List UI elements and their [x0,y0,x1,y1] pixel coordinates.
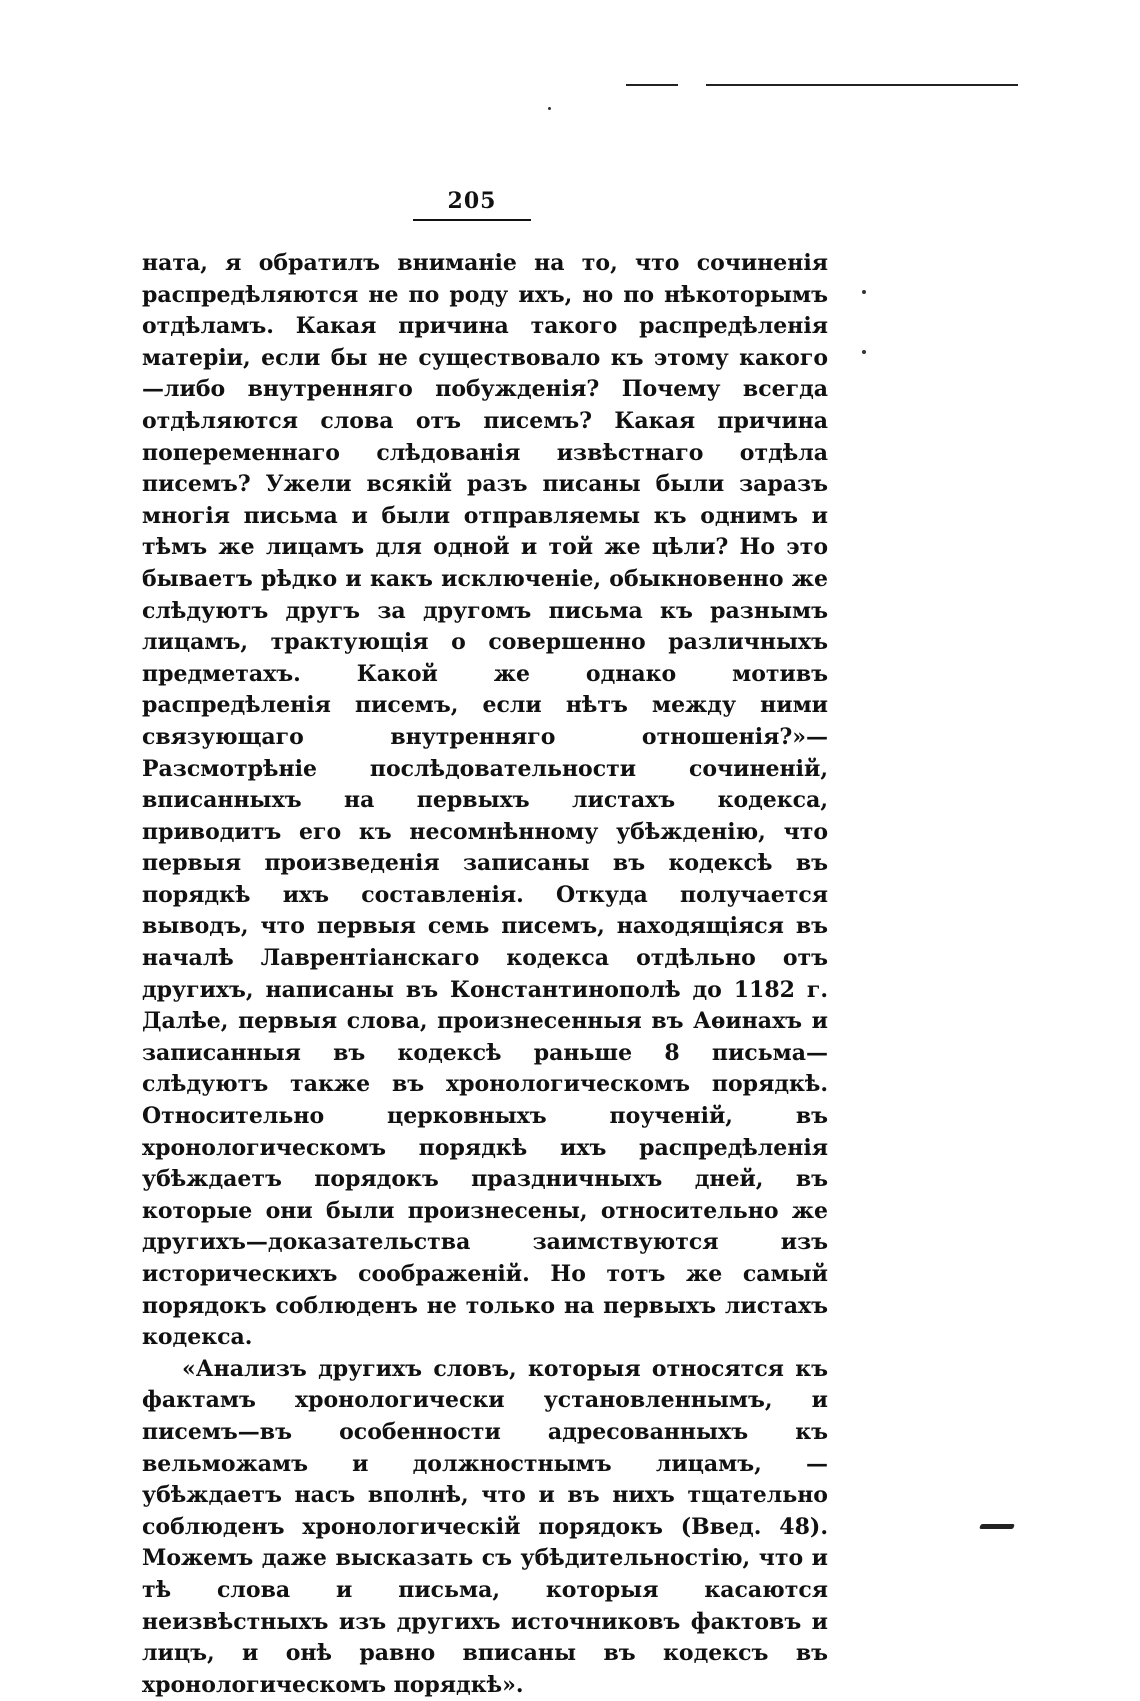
corner-smudge [979,1524,1015,1529]
top-rule-right [706,84,1018,86]
margin-mark [862,290,866,294]
page-number: 205 [447,188,497,214]
paragraph-2: «Анализъ другихъ словъ, которыя относятся къ фактамъ хронологически установленнымъ, и писемъ—въ особенности адресованныхъ къ вельможамъ и должностнымъ лицамъ, — убѣждаетъ насъ вполнѣ, что и въ нихъ тщательно соблюденъ хронологическій порядокъ (Введ. 48). Можемъ даже высказать съ убѣдительностію, что и тѣ слова и письма, которыя касаются неизвѣстныхъ изъ другихъ источниковъ фактовъ и лицъ, и онѣ равно вписаны въ кодексъ въ хронологическомъ порядкѣ». [142,1355,828,1698]
body-text [142,248,828,1701]
top-rule-left [626,84,678,86]
margin-mark [862,350,866,354]
paragraph-1: ната, я обратилъ вниманіе на то, что сочиненія распредѣляются не по роду ихъ, но по нѣкоторымъ отдѣламъ. Какая причина такого распредѣленія матеріи, если бы не существовало къ этому какого—либо внутренняго побужденія? Почему всегда отдѣляются слова отъ писемъ? Какая причина попеременнаго слѣдованія извѣстнаго отдѣла писемъ? Ужели всякій разъ писаны были заразъ многія письма и были отправляемы къ однимъ и тѣмъ же лицамъ для одной и той же цѣли? Но это бываетъ рѣдко и какъ исключеніе, обыкновенно же слѣдуютъ другъ за другомъ письма къ разнымъ лицамъ, трактующія о совершенно различныхъ предметахъ. Какой же однако мотивъ распредѣленія писемъ, если нѣтъ между ними связующаго внутренняго отношенія?»—Разсмотрѣніе послѣдовательности сочиненій, вписанныхъ на первыхъ листахъ кодекса, приводитъ его къ несомнѣнному убѣжденію, что первыя произведенія записаны въ кодексѣ въ порядкѣ ихъ составленія. Откуда получается выводъ, что первыя семь писемъ, находящіяся въ началѣ Лаврентіанскаго кодекса отдѣльно отъ другихъ, написаны въ Константинополѣ до 1182 г. Далѣе, первыя слова, произнесенныя въ Аѳинахъ и записанныя въ кодексѣ раньше 8 письма—слѣдуютъ также въ хронологическомъ порядкѣ. Относительно церковныхъ поученій, въ хронологическомъ порядкѣ ихъ распредѣленія убѣждаетъ порядокъ праздничныхъ дней, въ которые они были произнесены, относительно же другихъ—доказательства заимствуются изъ историческихъ соображеній. Но тотъ же самый порядокъ соблюденъ не только на первыхъ листахъ кодекса. [142,250,828,1351]
print-speck [548,107,551,110]
page-number-rule [413,219,531,221]
